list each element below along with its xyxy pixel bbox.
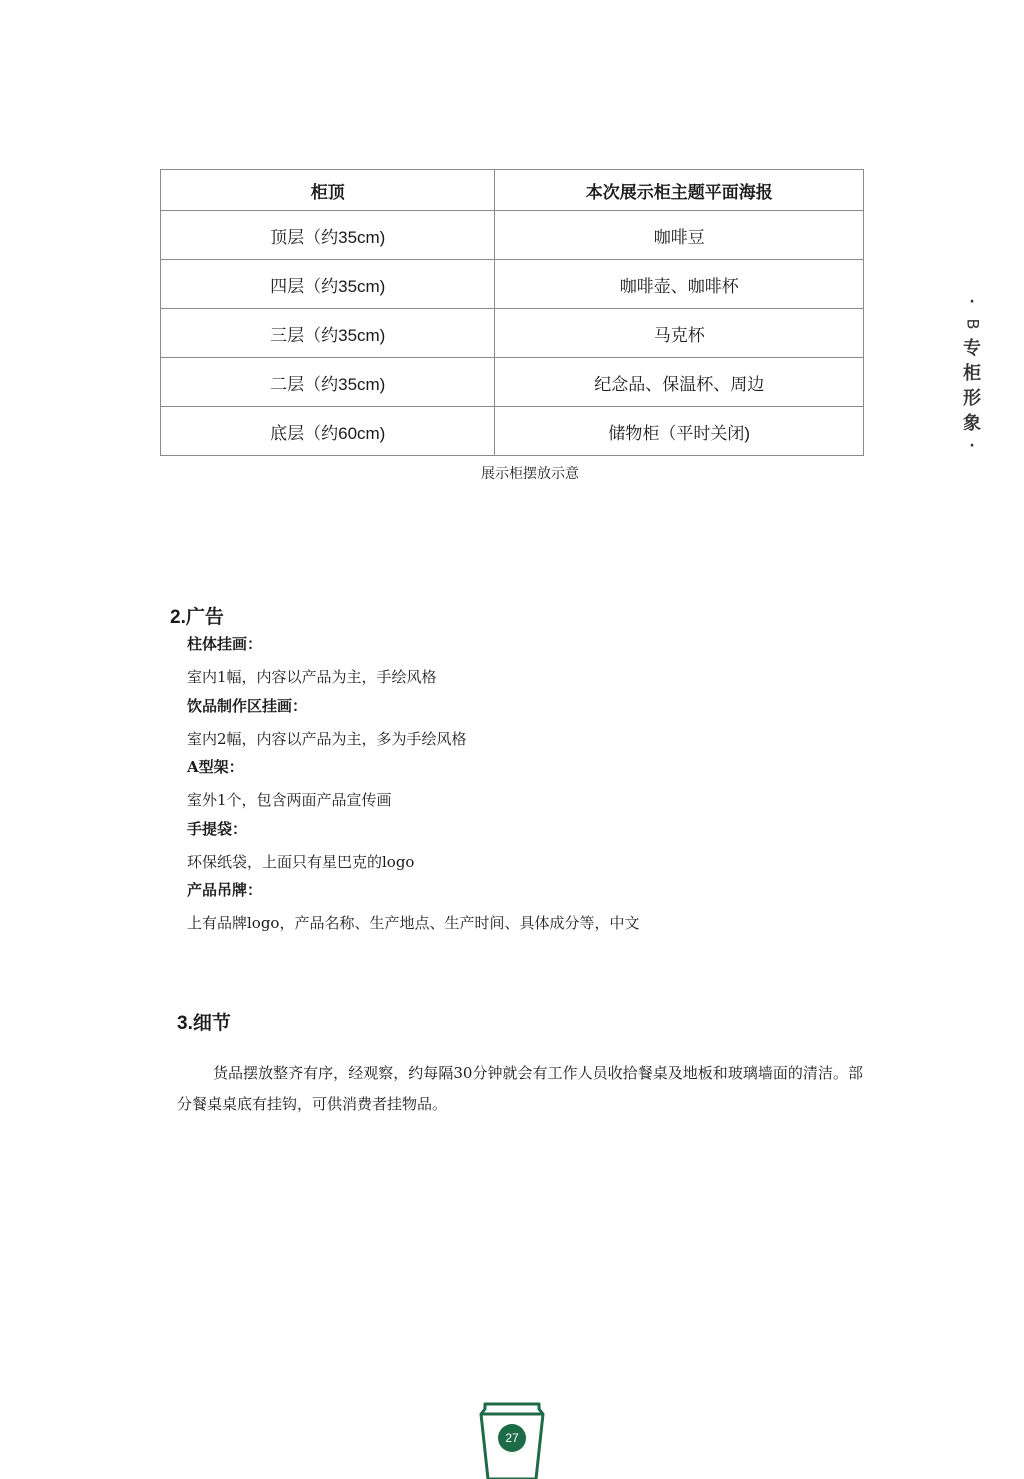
side-label-char: 专 — [963, 338, 981, 359]
ad-item-body: 室内2幅，内容以产品为主，多为手绘风格 — [187, 729, 467, 748]
side-label-letter: B — [962, 318, 982, 330]
ad-items-list — [187, 631, 887, 939]
table-cell-content: 咖啡壶、咖啡杯 — [495, 260, 864, 309]
ad-item-body: 环保纸袋，上面只有星巴克的logo — [187, 852, 415, 871]
detail-paragraph: 货品摆放整齐有序，经观察，约每隔30分钟就会有工作人员收拾餐桌及地板和玻璃墙面的清洁。部分餐桌桌底有挂钩，可供消费者挂物品。 — [177, 1064, 863, 1113]
page-number: 27 — [505, 1431, 519, 1445]
table-caption: 展示柜摆放示意 — [481, 465, 579, 481]
ad-item-title: 产品吊牌： — [187, 881, 263, 899]
table-cell-level: 三层（约35cm) — [161, 309, 495, 358]
table-header-cell: 柜顶 — [161, 170, 495, 211]
table-row — [161, 358, 864, 407]
table-cell-level: 二层（约35cm) — [161, 358, 495, 407]
ad-item-body: 室内1幅，内容以产品为主，手绘风格 — [187, 668, 437, 686]
table-cell-level: 顶层（约35cm) — [161, 211, 495, 260]
table-cell-content: 马克杯 — [495, 309, 864, 358]
table-cell-level: 四层（约35cm) — [161, 260, 495, 309]
ad-item-title: A型架： — [187, 758, 244, 776]
ad-item-title: 饮品制作区挂画： — [187, 696, 308, 715]
side-label-char: 柜 — [963, 363, 981, 384]
ad-item-title: 柱体挂画： — [187, 635, 263, 653]
table-header-row — [161, 170, 864, 211]
table-header-cell: 本次展示柜主题平面海报 — [495, 170, 864, 211]
table-row — [161, 211, 864, 260]
side-label-char: 形 — [963, 388, 981, 409]
table-cell-content: 纪念品、保温杯、周边 — [495, 358, 864, 407]
ad-item-title: 手提袋： — [187, 819, 248, 838]
display-cabinet-table — [160, 169, 864, 456]
ad-item-body: 上有品牌logo，产品名称、生产地点、生产时间、具体成分等，中文 — [187, 914, 640, 932]
side-label-dot: · — [969, 438, 975, 454]
ad-item-body: 室外1个，包含两面产品宣传画 — [187, 791, 392, 809]
section-heading-ads: 2.广告 — [170, 607, 224, 628]
table-cell-level: 底层（约60cm) — [161, 407, 495, 456]
section-heading-details: 3.细节 — [177, 1013, 231, 1034]
side-section-label — [958, 292, 986, 456]
side-label-dot: · — [969, 294, 975, 310]
table-cell-content: 咖啡豆 — [495, 211, 864, 260]
side-label-char: 象 — [963, 413, 981, 434]
table-row — [161, 407, 864, 456]
table-cell-content: 储物柜（平时关闭) — [495, 407, 864, 456]
table-row — [161, 260, 864, 309]
table-row — [161, 309, 864, 358]
